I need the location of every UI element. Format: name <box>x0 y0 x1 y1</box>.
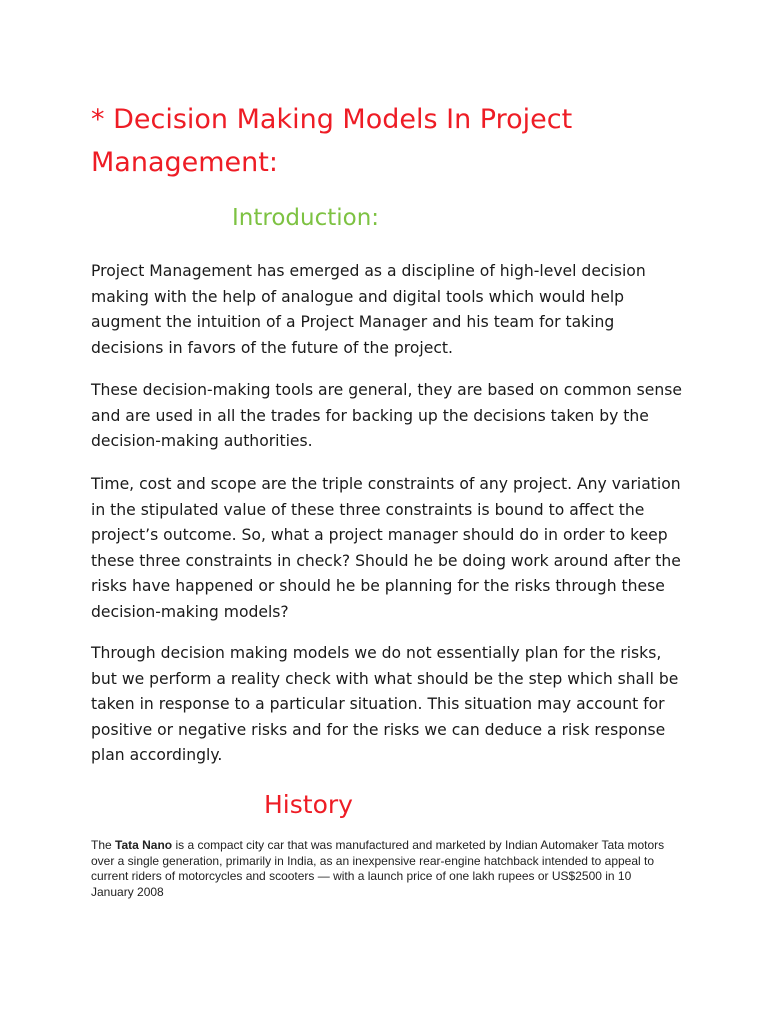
history-heading: History <box>264 790 353 819</box>
document-title: * Decision Making Models In Project Management: <box>91 104 573 178</box>
paragraph-3: Time, cost and scope are the triple constraints of any project. Any variation in the stipulated value of these three constraints is bound to affect the project’s outcome. So, what a project manager should do in order to keep these three constraints in check? Should he be doing work around after the risks have happened or should he be planning for the risks through these decision-making models? <box>91 475 681 621</box>
history-rest: is a compact city car that was manufactured and marketed by Indian Automaker Tata motors over a single generation, primarily in India, as an inexpensive rear-engine hatchback intended to appeal to current riders of motorcycles and scooters — with a launch price of one lakh rupees or US$2500 in 10 January 2008 <box>91 838 665 899</box>
history-lead: The <box>91 838 116 852</box>
paragraph-4: Through decision making models we do not essentially plan for the risks, but we perform a reality check with what should be the step which shall be taken in response to a particular situation. This situation may account for positive or negative risks and for the risks we can deduce a risk response plan accordingly. <box>91 644 679 764</box>
paragraph-1: Project Management has emerged as a discipline of high-level decision making with the help of analogue and digital tools which would help augment the intuition of a Project Manager and his team for taking decisions in favors of the future of the project. <box>91 262 646 357</box>
history-paragraph <box>91 838 671 900</box>
paragraph-2: These decision-making tools are general, they are based on common sense and are used in all the trades for backing up the decisions taken by the decision-making authorities. <box>91 381 682 450</box>
introduction-heading: Introduction: <box>232 205 380 231</box>
history-bold-term: Tata Nano <box>115 838 173 852</box>
